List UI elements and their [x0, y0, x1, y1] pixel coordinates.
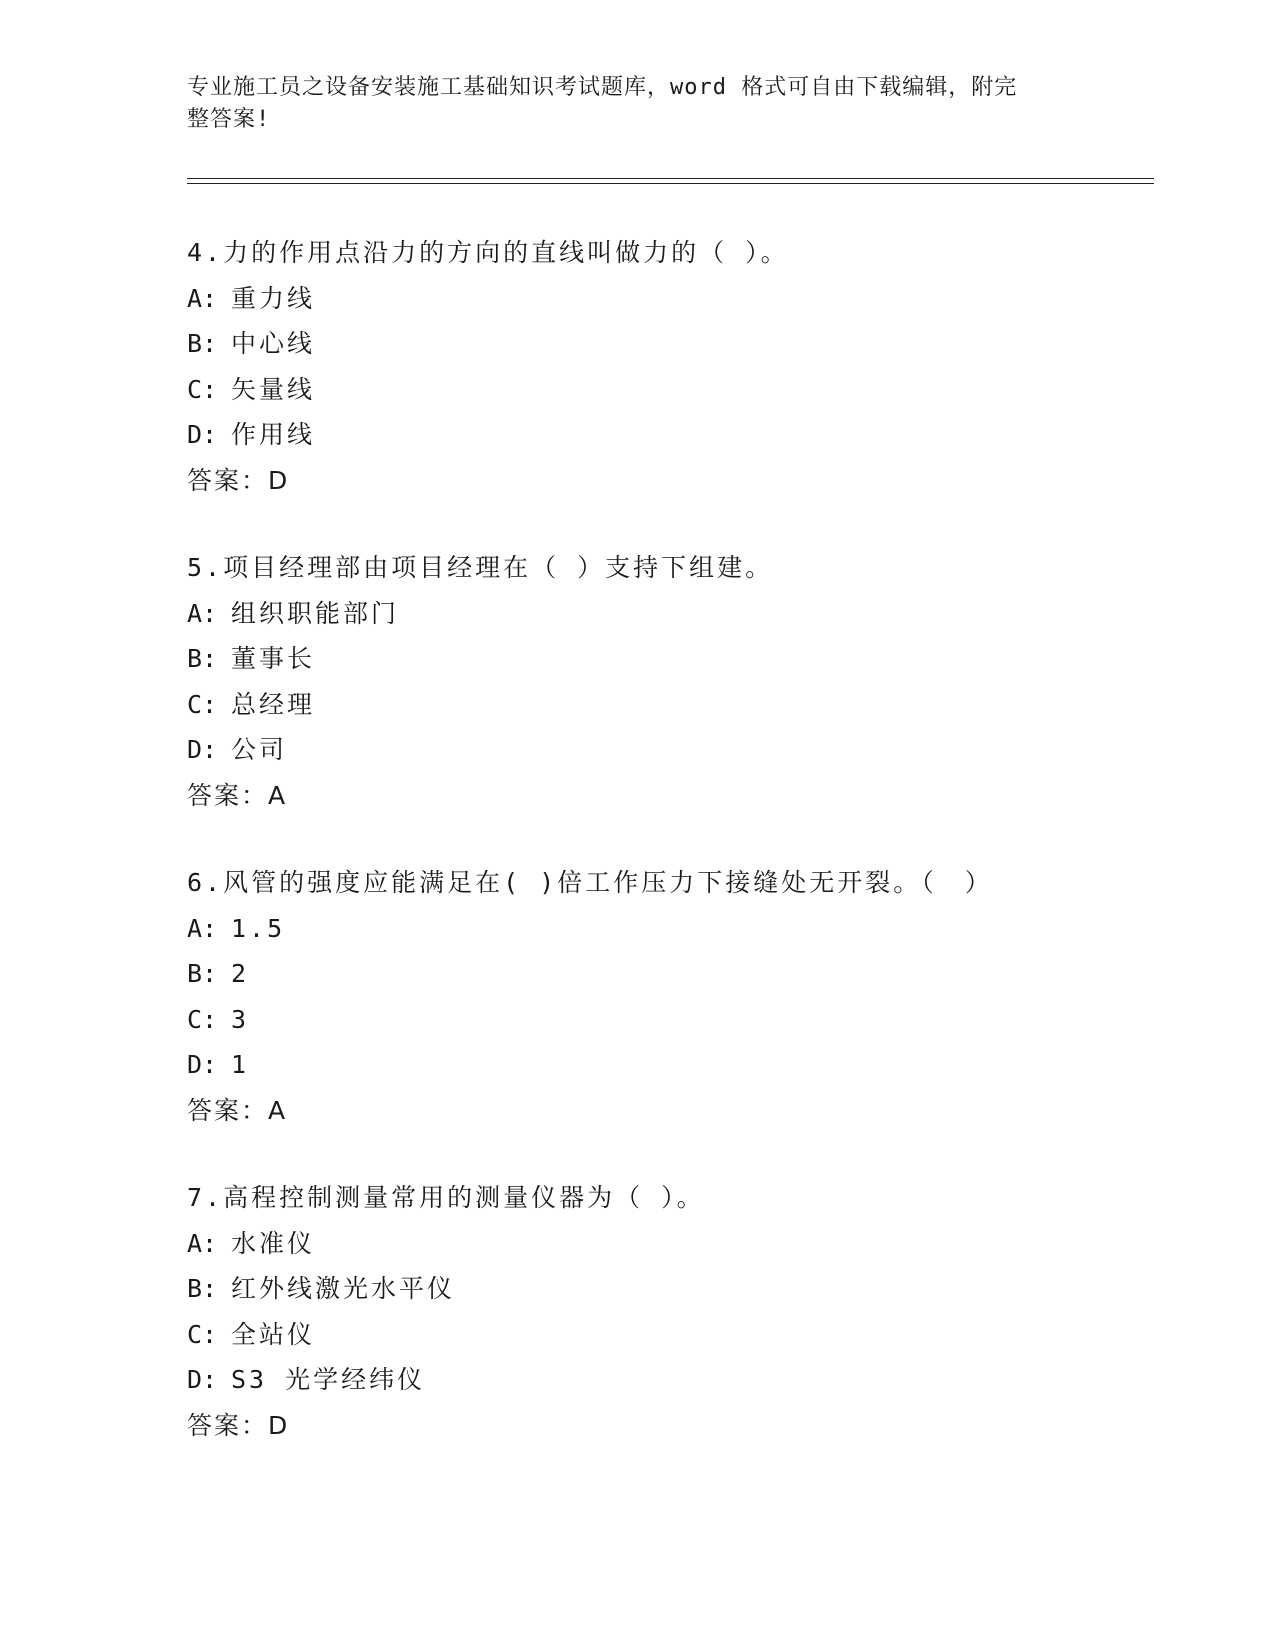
option-c	[187, 367, 1154, 413]
question-stem: 7.高程控制测量常用的测量仪器为（ ）。	[187, 1183, 705, 1212]
option-label: C:	[187, 1004, 218, 1034]
option-c	[187, 682, 1154, 728]
option-text: 作用线	[231, 420, 316, 449]
option-text: 中心线	[231, 329, 316, 358]
answer-line: 答案：D	[187, 465, 290, 495]
option-text: 红外线激光水平仪	[231, 1274, 456, 1303]
answer-line: 答案：D	[187, 1410, 290, 1440]
question-4	[187, 230, 1154, 503]
option-label: D:	[187, 1050, 218, 1079]
option-a	[187, 276, 1154, 322]
option-a	[187, 1221, 1154, 1267]
option-b	[187, 951, 1154, 997]
option-label: D:	[187, 1365, 218, 1394]
option-text: 水准仪	[231, 1228, 316, 1258]
option-text: 1.5	[231, 913, 286, 943]
question-5	[187, 545, 1154, 818]
option-text: 3	[231, 1004, 250, 1034]
option-text: 公司	[231, 735, 288, 764]
option-label: D:	[187, 420, 218, 449]
header-line-2: 整答案!	[187, 107, 271, 132]
question-7	[187, 1175, 1154, 1448]
option-c	[187, 997, 1154, 1043]
option-b	[187, 321, 1154, 367]
question-stem: 6.风管的强度应能满足在( )倍工作压力下接缝处无开裂。（ ）	[187, 868, 993, 897]
header-divider-bottom	[187, 183, 1154, 184]
option-d	[187, 412, 1154, 458]
question-6	[187, 860, 1154, 1133]
option-d	[187, 1357, 1154, 1403]
answer-line: 答案：A	[187, 780, 288, 810]
option-a	[187, 906, 1154, 952]
option-b	[187, 636, 1154, 682]
option-text: S3 光学经纬仪	[231, 1365, 426, 1394]
option-c	[187, 1312, 1154, 1358]
option-label: A:	[187, 283, 218, 313]
option-label: C:	[187, 689, 218, 719]
question-stem: 4.力的作用点沿力的方向的直线叫做力的（ ）。	[187, 238, 789, 267]
option-text: 1	[231, 1050, 250, 1079]
question-stem: 5.项目经理部由项目经理在（ ）支持下组建。	[187, 553, 774, 582]
option-label: B:	[187, 644, 218, 673]
option-label: B:	[187, 1274, 218, 1303]
option-label: A:	[187, 1228, 218, 1258]
option-d	[187, 727, 1154, 773]
question-list	[187, 230, 1154, 1490]
option-b	[187, 1266, 1154, 1312]
option-label: B:	[187, 959, 218, 988]
answer-line: 答案：A	[187, 1095, 288, 1125]
option-d	[187, 1042, 1154, 1088]
option-label: D:	[187, 735, 218, 764]
option-label: B:	[187, 329, 218, 358]
option-text: 总经理	[231, 689, 316, 719]
option-label: A:	[187, 913, 218, 943]
option-label: A:	[187, 598, 218, 628]
option-text: 2	[231, 959, 250, 988]
option-text: 矢量线	[231, 374, 316, 404]
header-line-1: 专业施工员之设备安装施工基础知识考试题库，word 格式可自由下载编辑，附完	[187, 75, 1018, 100]
option-text: 组织职能部门	[231, 598, 400, 628]
header-divider-top	[187, 178, 1154, 179]
option-a	[187, 591, 1154, 637]
option-text: 全站仪	[231, 1319, 316, 1349]
option-label: C:	[187, 1319, 218, 1349]
option-text: 重力线	[231, 283, 316, 313]
document-header	[187, 72, 1067, 136]
option-label: C:	[187, 374, 218, 404]
option-text: 董事长	[231, 644, 316, 673]
